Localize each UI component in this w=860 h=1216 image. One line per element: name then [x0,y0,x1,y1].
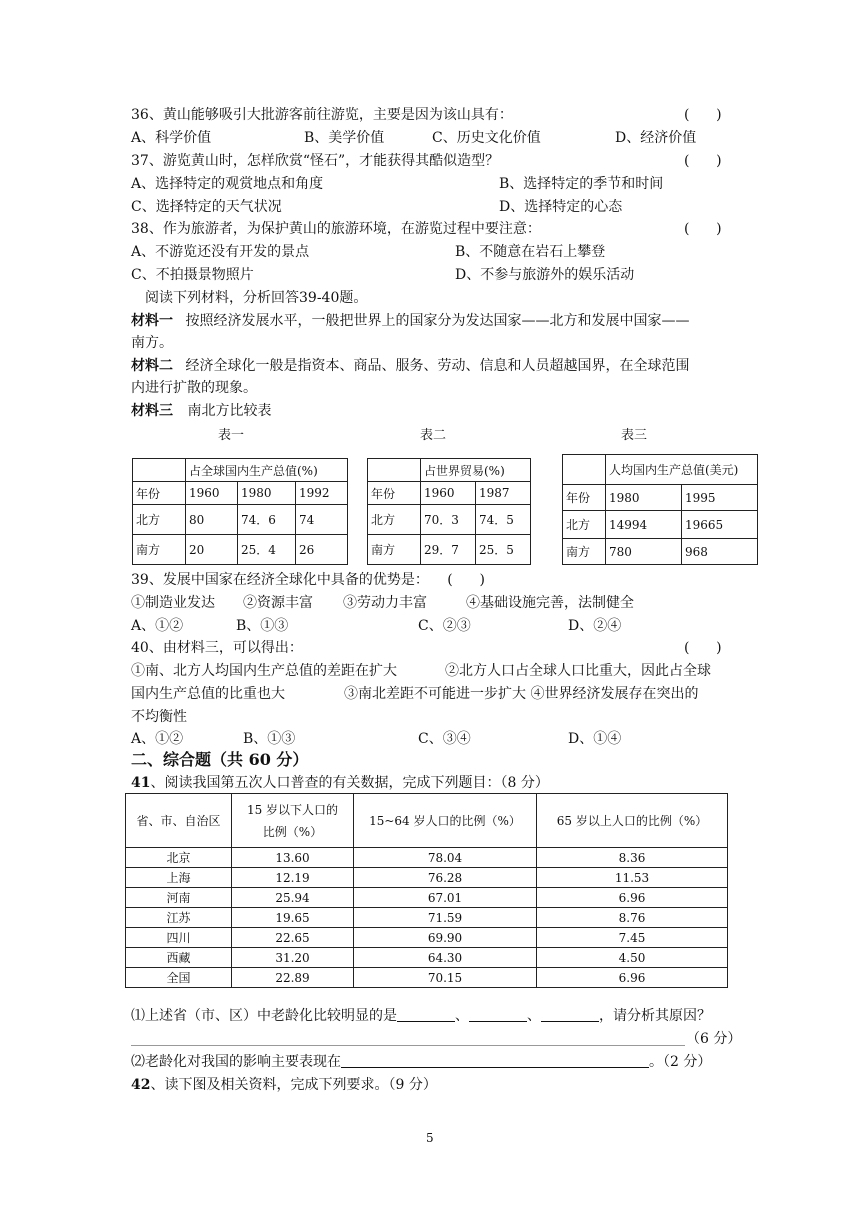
q36-option-c: C、历史文化价值 [432,130,541,146]
table3-row-name: 北方 [563,511,606,539]
q36-stem: 36、黄山能够吸引大批游客前往游览，主要是因为该山具有： [131,107,513,123]
table3-row-name: 南方 [563,539,606,565]
q40-answer-paren[interactable]: ( ) [684,640,722,656]
table1-row-name: 南方 [133,535,186,565]
q38-stem: 38、作为旅游者，为保护黄山的旅游环境，在游览过程中要注意： [131,221,541,237]
q39-statement-4: ④基础设施完善，法制健全 [466,595,634,611]
value-cell: 6.96 [537,888,728,908]
table1-header: 占全球国内生产总值(%) [186,459,348,482]
q41-col-under15 [232,794,354,848]
q39-statement-2: ②资源丰富 [243,595,313,611]
q42-number: 42 [131,1077,151,1093]
q36-option-d: D、经济价值 [615,130,697,146]
value-cell: 76.28 [354,868,537,888]
table2-cell: 25．5 [476,535,531,565]
region-cell: 四川 [126,928,232,948]
table1-year: 1960 [186,482,238,505]
table1-row-name: 北方 [133,505,186,535]
material-2-label: 材料二 [131,358,173,374]
table2-caption: 表二 [420,428,447,443]
value-cell: 67.01 [354,888,537,908]
table-row [126,848,728,868]
region-cell: 上海 [126,868,232,888]
q40-statement-line1a: ①南、北方人均国内生产总值的差距在扩大 [131,663,397,679]
q36-answer-paren[interactable]: ( ) [684,107,722,123]
table-row [126,928,728,948]
table2-header: 占世界贸易(%) [421,459,531,482]
table1-year: 1980 [237,482,295,505]
value-cell: 25.94 [232,888,354,908]
table3 [562,454,758,565]
q38-answer-paren[interactable]: ( ) [684,221,722,237]
table1-cell: 74 [295,505,347,535]
q36-option-a: A、科学价值 [131,130,212,146]
q41-population-table [125,793,728,988]
table1-cell: 25．4 [237,535,295,565]
material-3 [131,401,271,421]
value-cell: 78.04 [354,848,537,868]
q40-option-c: C、③④ [418,731,471,747]
value-cell: 19.65 [232,908,354,928]
value-cell: 13.60 [232,848,354,868]
q37-answer-paren[interactable]: ( ) [684,153,722,169]
q41-prompt [131,773,549,793]
region-cell: 西藏 [126,948,232,968]
table3-header: 人均国内生产总值(美元) [606,455,758,485]
material-3-label: 材料三 [131,403,173,419]
q37-stem: 37、游览黄山时，怎样欣赏“怪石”，才能获得其酷似造型？ [131,153,500,169]
value-cell: 69.90 [354,928,537,948]
table1 [132,458,348,565]
region-cell: 江苏 [126,908,232,928]
q40-statement-line2b: ③南北差距不可能进一步扩大 ④世界经济发展存在突出的 [344,686,699,702]
q40-statement-line2a: 国内生产总值的比重也大 [131,686,285,702]
q37-option-a: A、选择特定的观赏地点和角度 [131,176,324,192]
q39-stem [131,570,485,590]
table2-cell: 74．5 [476,505,531,535]
blank-separator: 、 [455,1008,469,1024]
q39-statement-3: ③劳动力丰富 [343,595,427,611]
material-3-text: 南北方比较表 [187,403,272,419]
value-cell: 71.59 [354,908,537,928]
answer-blank[interactable] [469,1007,527,1022]
section-2-heading: 二、综合题（共 60 分） [131,750,309,769]
table2-year: 1987 [476,482,531,505]
table2-row-name: 南方 [368,535,421,565]
q41-sub1 [131,1006,711,1026]
q41-sub1-score: （6 分） [686,1031,742,1047]
value-cell: 64.30 [354,948,537,968]
q41-col-over65: 65 岁以上人口的比例（%） [537,794,728,848]
answer-blank[interactable] [341,1053,649,1068]
table1-year: 1992 [295,482,347,505]
table1-caption: 表一 [218,428,245,443]
table3-cell: 968 [682,539,758,565]
q38-option-d: D、不参与旅游外的娱乐活动 [455,267,635,283]
material-2-text-cont: 内进行扩散的现象。 [131,380,257,396]
q39-option-a: A、①② [131,618,184,634]
q40-statement-line1b: ②北方人口占全球人口比重大，因此占全球 [445,663,711,679]
table-row [126,908,728,928]
value-cell: 12.19 [232,868,354,888]
table2-cell: 29．7 [421,535,476,565]
q38-option-b: B、不随意在岩石上攀登 [455,244,606,260]
table2-cell: 70．3 [421,505,476,535]
q40-stem: 40、由材料三，可以得出： [131,640,303,656]
material-1 [131,311,689,331]
value-cell: 4.50 [537,948,728,968]
table-row [126,868,728,888]
table3-caption: 表三 [621,428,648,443]
value-cell: 11.53 [537,868,728,888]
table3-year: 1995 [682,485,758,511]
value-cell: 70.15 [354,968,537,988]
region-cell: 河南 [126,888,232,908]
table2-row-name: 北方 [368,505,421,535]
q38-option-a: A、不游览还没有开发的景点 [131,244,310,260]
q41-sub2-text: ⑵老龄化对我国的影响主要表现在 [131,1054,341,1070]
table1-row-label: 年份 [133,482,186,505]
value-cell: 22.65 [232,928,354,948]
table1-cell: 80 [186,505,238,535]
table3-cell: 19665 [682,511,758,539]
reading-intro: 阅读下列材料，分析回答39-40题。 [145,290,368,306]
table-row [126,948,728,968]
q39-option-b: B、①③ [236,618,289,634]
q37-option-b: B、选择特定的季节和时间 [499,176,664,192]
q38-option-c: C、不拍摄景物照片 [131,267,254,283]
answer-blank[interactable] [541,1007,599,1022]
material-1-text: 按照经济发展水平，一般把世界上的国家分为发达国家——北方和发展中国家—— [185,313,690,329]
value-cell: 31.20 [232,948,354,968]
q39-option-d: D、②④ [568,618,622,634]
value-cell: 8.76 [537,908,728,928]
material-2 [131,356,689,376]
q42-text: 、读下图及相关资料，完成下列要求。（9 分） [150,1077,437,1093]
table3-year: 1980 [606,485,682,511]
blank-separator: 、 [527,1008,541,1024]
region-cell: 全国 [126,968,232,988]
q41-sub1-question: ，请分析其原因？ [599,1008,711,1024]
region-cell: 北京 [126,848,232,868]
q37-option-d: D、选择特定的心态 [499,199,623,215]
q39-option-c: C、②③ [418,618,471,634]
q41-col-under15-line1: 15 岁以下人口的 [246,802,339,817]
q41-col-under15-line2: 比例（%） [262,824,323,839]
q41-sub1-text: ⑴上述省（市、区）中老龄化比较明显的是 [131,1008,397,1024]
q40-option-a: A、①② [131,731,184,747]
value-cell: 8.36 [537,848,728,868]
table1-cell: 74．6 [237,505,295,535]
answer-blank[interactable] [397,1007,455,1022]
material-2-text: 经济全球化一般是指资本、商品、服务、劳动、信息和人员超越国界，在全球范围 [185,358,690,374]
material-1-text-cont: 南方。 [131,335,173,351]
value-cell: 7.45 [537,928,728,948]
q39-statement-1: ①制造业发达 [131,595,215,611]
q41-col-15to64: 15~64 岁人口的比例（%） [354,794,537,848]
q40-option-b: B、①③ [243,731,296,747]
table3-cell: 14994 [606,511,682,539]
q42-prompt [131,1075,437,1095]
table1-cell: 20 [186,535,238,565]
q39-answer-paren[interactable]: ( ) [447,572,485,588]
q41-sub2-score: 。（2 分） [649,1054,712,1070]
table2-year: 1960 [421,482,476,505]
q36-option-b: B、美学价值 [304,130,385,146]
table3-cell: 780 [606,539,682,565]
material-1-label: 材料一 [131,313,173,329]
q37-option-c: C、选择特定的天气状况 [131,199,282,215]
table3-row-label: 年份 [563,485,606,511]
table-row [126,968,728,988]
answer-line[interactable] [131,1045,685,1046]
table2 [367,458,531,565]
q41-text: 、阅读我国第五次人口普查的有关数据，完成下列题目：（8 分） [150,775,549,791]
q41-col-region: 省、市、自治区 [126,794,232,848]
page-number: 5 [426,1131,434,1145]
q40-option-d: D、①④ [568,731,622,747]
q41-sub2 [131,1052,711,1072]
table2-row-label: 年份 [368,482,421,505]
q39-stem-text: 39、发展中国家在经济全球化中具备的优势是： [131,572,429,588]
value-cell: 6.96 [537,968,728,988]
q41-number: 41 [131,775,151,791]
table-row [126,888,728,908]
table1-cell: 26 [295,535,347,565]
q40-statement-line3: 不均衡性 [131,709,187,725]
value-cell: 22.89 [232,968,354,988]
